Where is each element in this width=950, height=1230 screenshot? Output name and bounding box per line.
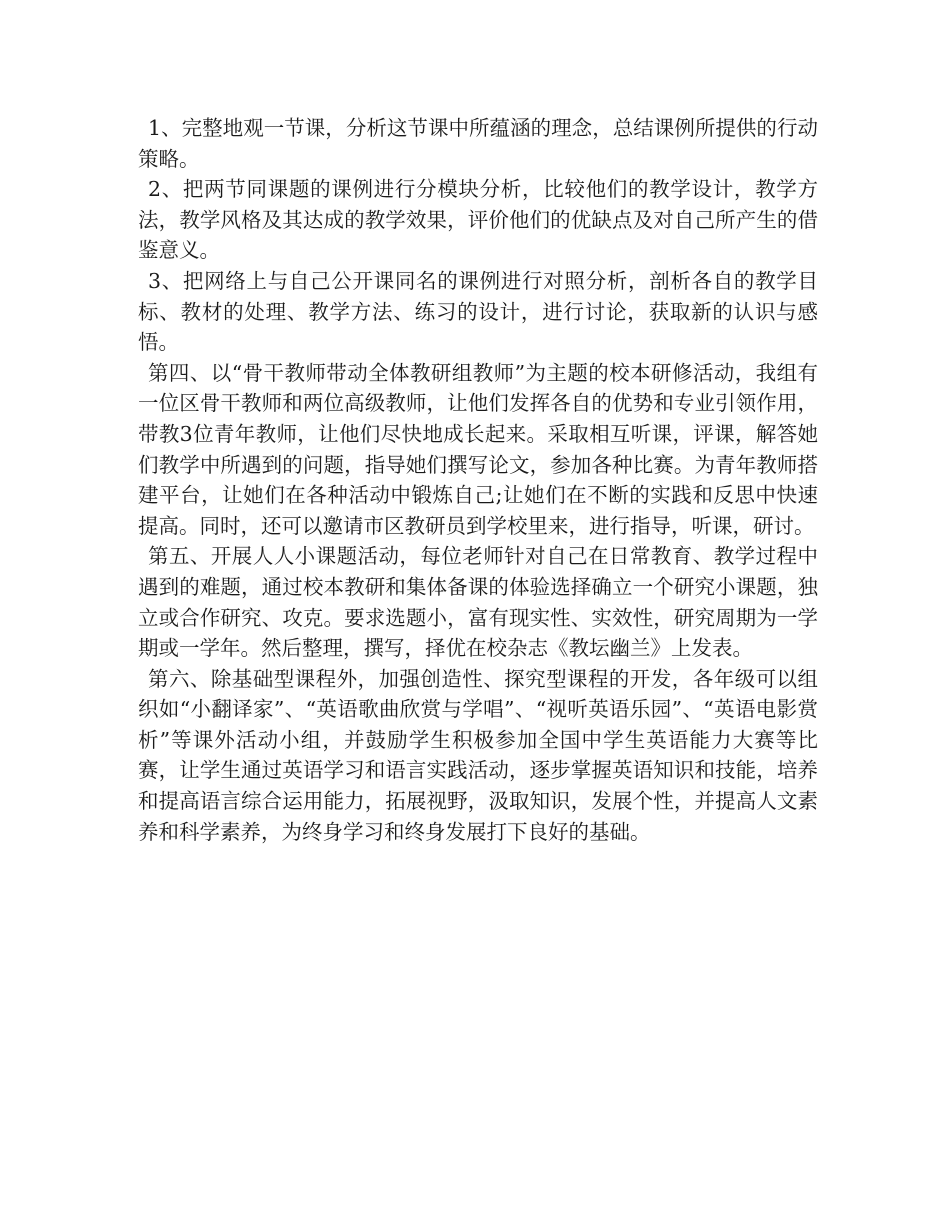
paragraph-6: 第六、除基础型课程外，加强创造性、探究型课程的开发，各年级可以组织如“小翻译家”、“英语歌曲欣赏与学唱”、“视听英语乐园”、“英语电影赏析”等课外活动小组，并鼓励学生积极参加全国中学生英语能力大赛等比赛，让学生通过英语学习和语言实践活动，逐步掌握英语知识和技能，培养和提高语言综合运用能力，拓展视野，汲取知识，发展个性，并提高人文素养和科学素养，为终身学习和终身发展打下良好的基础。	[138, 666, 818, 844]
paragraph-2: 2、把两节同课题的课例进行分模块分析，比较他们的教学设计，教学方法，教学风格及其达成的教学效果，评价他们的优缺点及对自己所产生的借鉴意义。	[138, 177, 818, 263]
paragraph-1: 1、完整地观一节课，分析这节课中所蕴涵的理念，总结课例所提供的行动策略。	[138, 116, 818, 171]
paragraph-3: 3、把网络上与自己公开课同名的课例进行对照分析，剖析各自的教学目标、教材的处理、教学方法、练习的设计，进行讨论，获取新的认识与感悟。	[138, 268, 818, 355]
document-body	[138, 113, 818, 847]
paragraph-4: 第四、以“骨干教师带动全体教研组教师”为主题的校本研修活动，我组有一位区骨干教师和两位高级教师，让他们发挥各自的优势和专业引领作用，带教3位青年教师，让他们尽快地成长起来。采取相互听课，评课，解答她们教学中所遇到的问题，指导她们撰写论文，参加各种比赛。为青年教师搭建平台，让她们在各种活动中锻炼自己;让她们在不断的实践和反思中快速提高。同时，还可以邀请市区教研员到学校里来，进行指导，听课，研讨。	[138, 360, 818, 538]
paragraph-5: 第五、开展人人小课题活动，每位老师针对自己在日常教育、教学过程中遇到的难题，通过校本教研和集体备课的体验选择确立一个研究小课题，独立或合作研究、攻克。要求选题小，富有现实性、实效性，研究周期为一学期或一学年。然后整理，撰写，择优在校杂志《教坛幽兰》上发表。	[138, 544, 818, 661]
